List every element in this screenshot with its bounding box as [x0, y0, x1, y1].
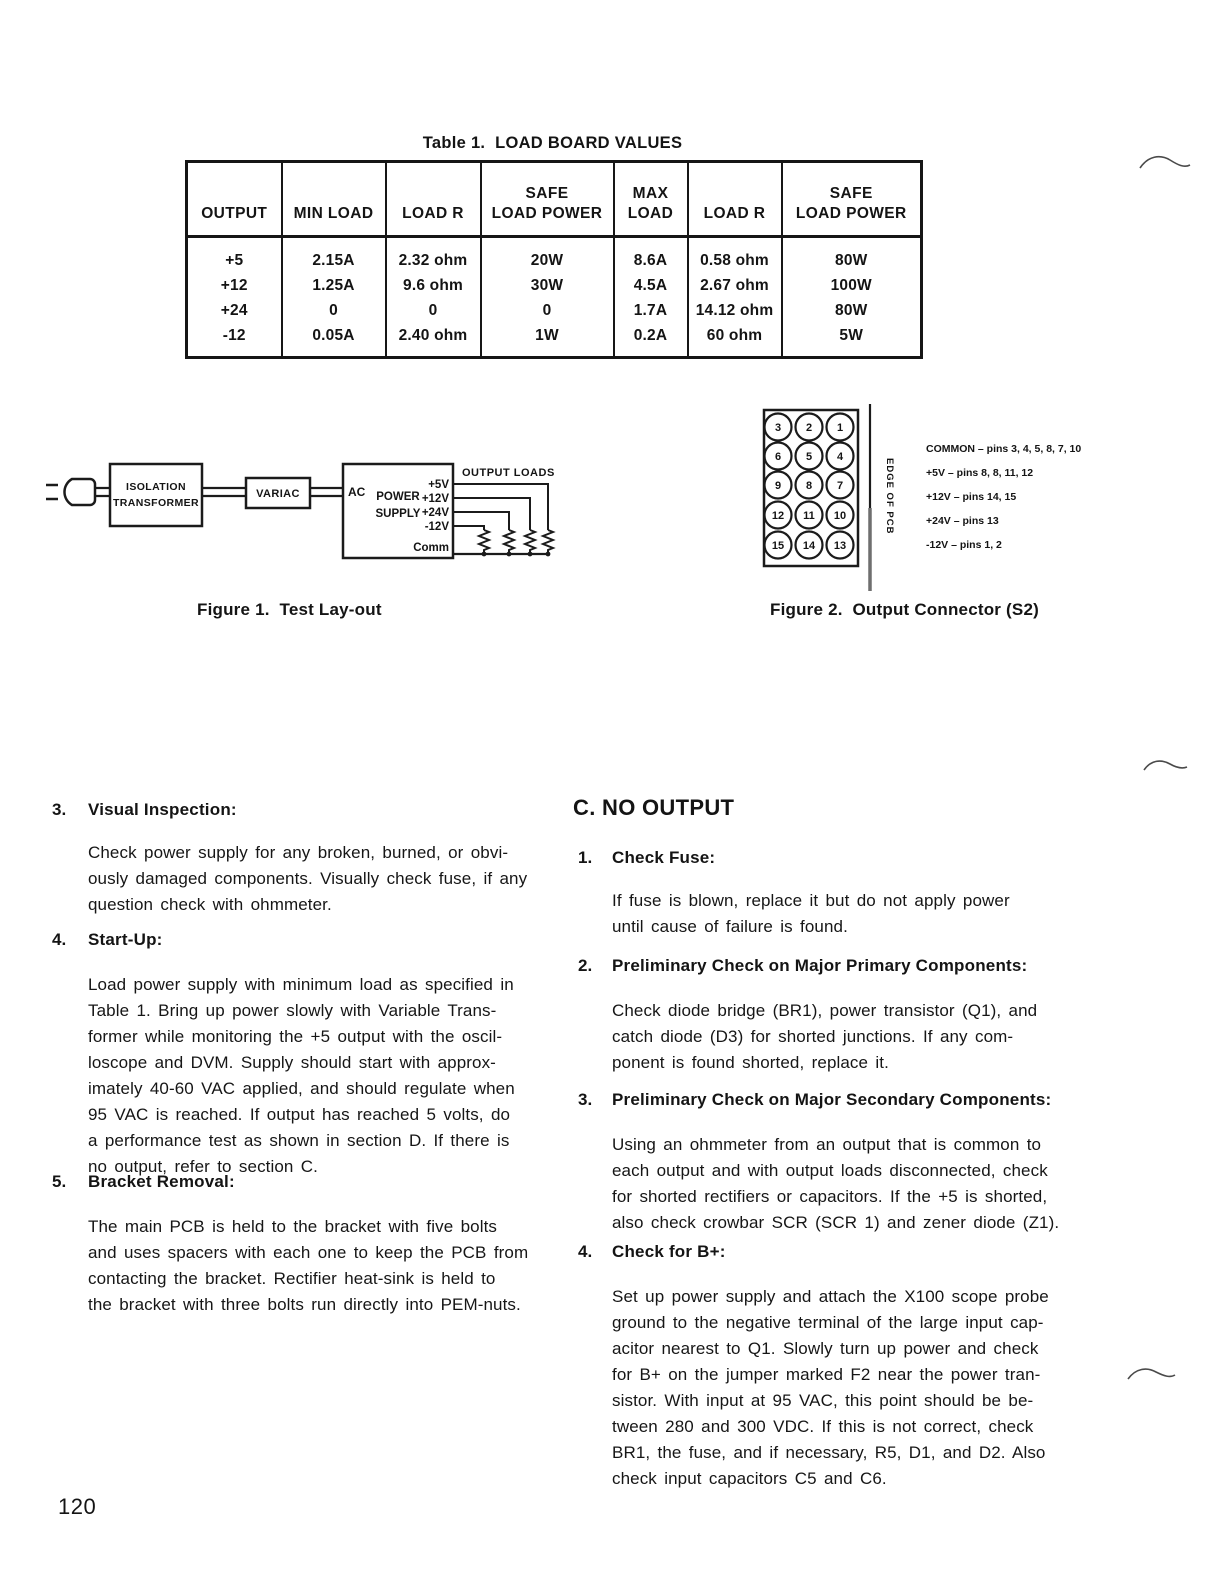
table-cell: 2.15A	[282, 237, 386, 274]
table-cell: 1.7A	[614, 298, 688, 323]
item-1-number: 1.	[578, 848, 593, 867]
table-cell: +24	[187, 298, 282, 323]
table-cell: 0.05A	[282, 323, 386, 358]
variac-label: VARIAC	[256, 488, 300, 500]
table-cell: 2.67 ohm	[688, 273, 782, 298]
table-row	[187, 237, 922, 274]
table-title: Table 1. LOAD BOARD VALUES	[422, 134, 683, 152]
power-supply-label-line1: POWER	[376, 491, 420, 503]
table-header-cell: MAX LOAD	[614, 162, 688, 237]
section-5-body: The main PCB is held to the bracket with five bolts and uses spacers with each one to keep the PCB from contacting the bracket. Rectifier heat-sink is held to the bracket with three bolts run directly into PEM-nuts.	[88, 1217, 529, 1314]
output-plus12v-label: +12V	[421, 493, 449, 505]
table-cell: 60 ohm	[688, 323, 782, 358]
table-cell: 2.32 ohm	[386, 237, 481, 274]
table-header-cell: OUTPUT	[187, 162, 282, 237]
pin-number: 6	[774, 451, 782, 463]
item-3-body: Using an ohmmeter from an output that is common to each output and with output loads disconnected, check for shorted rectifiers or capacitors. If the +5 is shorted, also check crowbar SCR (SCR 1) and zener diode (Z1).	[612, 1135, 1060, 1232]
load-resistors	[479, 530, 553, 554]
scan-artifact	[1138, 152, 1194, 178]
wire	[202, 488, 246, 496]
table-cell: 0.2A	[614, 323, 688, 358]
table-cell: +12	[187, 273, 282, 298]
table-cell: 8.6A	[614, 237, 688, 274]
table-cell: +5	[187, 237, 282, 274]
edge-of-pcb-label: EDGE OF PCB	[884, 458, 895, 535]
pin-assignments	[926, 443, 1081, 551]
pin-number: 2	[805, 422, 813, 434]
section-4-title: Start-Up:	[88, 930, 163, 949]
table-cell: 0	[481, 298, 614, 323]
section-5-number: 5.	[52, 1172, 67, 1191]
scan-artifact	[1126, 1364, 1178, 1388]
section-3-title: Visual Inspection:	[88, 800, 237, 819]
assignment-plus24v: +24V – pins 13	[926, 515, 999, 527]
assignment-common: COMMON – pins 3, 4, 5, 8, 7, 10	[926, 443, 1082, 455]
table-cell: 1W	[481, 323, 614, 358]
pin-number: 9	[774, 480, 782, 492]
section-4-body: Load power supply with minimum load as specified in Table 1. Bring up power slowly with Variable Trans- former while monitoring the +5 output with the oscil- loscope and DVM. Supply should start with approx- imately 40-60 VAC applied, and should regulate when 95 VAC is reached. If output has reached 5 volts, do a performance test as shown in section D. If there is no output, refer to section C.	[88, 975, 515, 1176]
pin-number: 12	[771, 510, 785, 522]
power-supply-label-line2: SUPPLY	[375, 508, 421, 520]
section-3-body: Check power supply for any broken, burned, or obvi- ously damaged components. Visually check fuse, if any question check with ohmmeter.	[88, 843, 528, 914]
table-cell: 0	[386, 298, 481, 323]
pin-number: 4	[836, 451, 844, 463]
pin-number: 1	[836, 422, 844, 434]
table-row	[187, 323, 922, 358]
pin-number: 7	[836, 480, 844, 492]
pin-number: 11	[803, 510, 815, 522]
pin-number: 10	[833, 510, 847, 522]
section-c-heading: C. NO OUTPUT	[573, 795, 735, 820]
item-3-title: Preliminary Check on Major Secondary Components:	[612, 1090, 1052, 1109]
table-header-cell: LOAD R	[386, 162, 481, 237]
item-2-number: 2.	[578, 956, 593, 975]
table-header-cell: SAFE LOAD POWER	[481, 162, 614, 237]
output-loads-label: OUTPUT LOADS	[462, 467, 555, 479]
table-cell: 14.12 ohm	[688, 298, 782, 323]
table-cell: 1.25A	[282, 273, 386, 298]
item-4-body: Set up power supply and attach the X100 scope probe ground to the negative terminal of the large input cap- acitor nearest to Q1. Slowly turn up power and check for B+ on the jumper marked F2 near the power tran- sistor. With input at 95 VAC, this point should be be- tween 280 and 300 VDC. If this is not correct, check BR1, the fuse, and if necessary, R5, D1, and D2. Also check input capacitors C5 and C6.	[612, 1287, 1049, 1488]
figure2-caption: Figure 2. Output Connector (S2)	[770, 600, 1039, 619]
pin-number: 14	[802, 540, 816, 552]
pin-number: 15	[771, 540, 785, 552]
assignment-minus12v: -12V – pins 1, 2	[926, 539, 1002, 551]
assignment-plus5v: +5V – pins 8, 8, 11, 12	[926, 467, 1034, 479]
table-cell: 100W	[782, 273, 922, 298]
wire	[95, 488, 110, 496]
item-2-body: Check diode bridge (BR1), power transistor (Q1), and catch diode (D3) for shorted junctions. If any com- ponent is found shorted, replace it.	[612, 1001, 1038, 1072]
item-4-title: Check for B+:	[612, 1242, 726, 1261]
pin-number: 3	[774, 422, 782, 434]
item-4-number: 4.	[578, 1242, 593, 1261]
figure1-caption: Figure 1. Test Lay-out	[197, 600, 382, 619]
pin-number: 8	[805, 480, 813, 492]
table-header-cell: MIN LOAD	[282, 162, 386, 237]
pin-number: 13	[833, 540, 847, 552]
item-1-title: Check Fuse:	[612, 848, 716, 867]
isolation-transformer-label-line1: ISOLATION	[126, 481, 186, 493]
table-header-cell: LOAD R	[688, 162, 782, 237]
table-header-cell: SAFE LOAD POWER	[782, 162, 922, 237]
section-5-title: Bracket Removal:	[88, 1172, 235, 1191]
table-cell: 2.40 ohm	[386, 323, 481, 358]
connector-pins	[765, 414, 854, 559]
isolation-transformer-box	[110, 464, 202, 526]
output-plus24v-label: +24V	[421, 507, 449, 519]
item-2-title: Preliminary Check on Major Primary Components:	[612, 956, 1028, 975]
output-plus5v-label: +5V	[428, 479, 449, 491]
table-cell: 20W	[481, 237, 614, 274]
table-cell: 0	[282, 298, 386, 323]
section-3-number: 3.	[52, 800, 67, 819]
table-row	[187, 298, 922, 323]
item-1-body: If fuse is blown, replace it but do not apply power until cause of failure is found.	[612, 891, 1010, 936]
item-3-number: 3.	[578, 1090, 593, 1109]
scan-artifact	[1142, 756, 1190, 778]
ac-plug-icon	[46, 479, 95, 505]
table-cell: 9.6 ohm	[386, 273, 481, 298]
table-cell: 80W	[782, 237, 922, 274]
wire	[310, 488, 343, 496]
isolation-transformer-label-line2: TRANSFORMER	[112, 497, 200, 509]
ac-input-label: AC	[348, 485, 366, 499]
table-cell: 5W	[782, 323, 922, 358]
table-cell: -12	[187, 323, 282, 358]
table-cell: 4.5A	[614, 273, 688, 298]
section-4-number: 4.	[52, 930, 67, 949]
page-number: 120	[58, 1494, 97, 1519]
table-header-row	[187, 162, 922, 237]
table-cell: 0.58 ohm	[688, 237, 782, 274]
common-label: Comm	[413, 542, 449, 554]
table-cell: 30W	[481, 273, 614, 298]
pin-number: 5	[805, 451, 813, 463]
load-board-values-table	[185, 160, 923, 359]
figure1-test-layout-diagram	[40, 446, 580, 586]
table-cell: 80W	[782, 298, 922, 323]
output-minus12v-label: -12V	[424, 521, 449, 533]
assignment-plus12v: +12V – pins 14, 15	[926, 491, 1017, 503]
output-wires	[453, 484, 548, 530]
table-row	[187, 273, 922, 298]
figure2-output-connector-diagram	[745, 396, 1120, 608]
